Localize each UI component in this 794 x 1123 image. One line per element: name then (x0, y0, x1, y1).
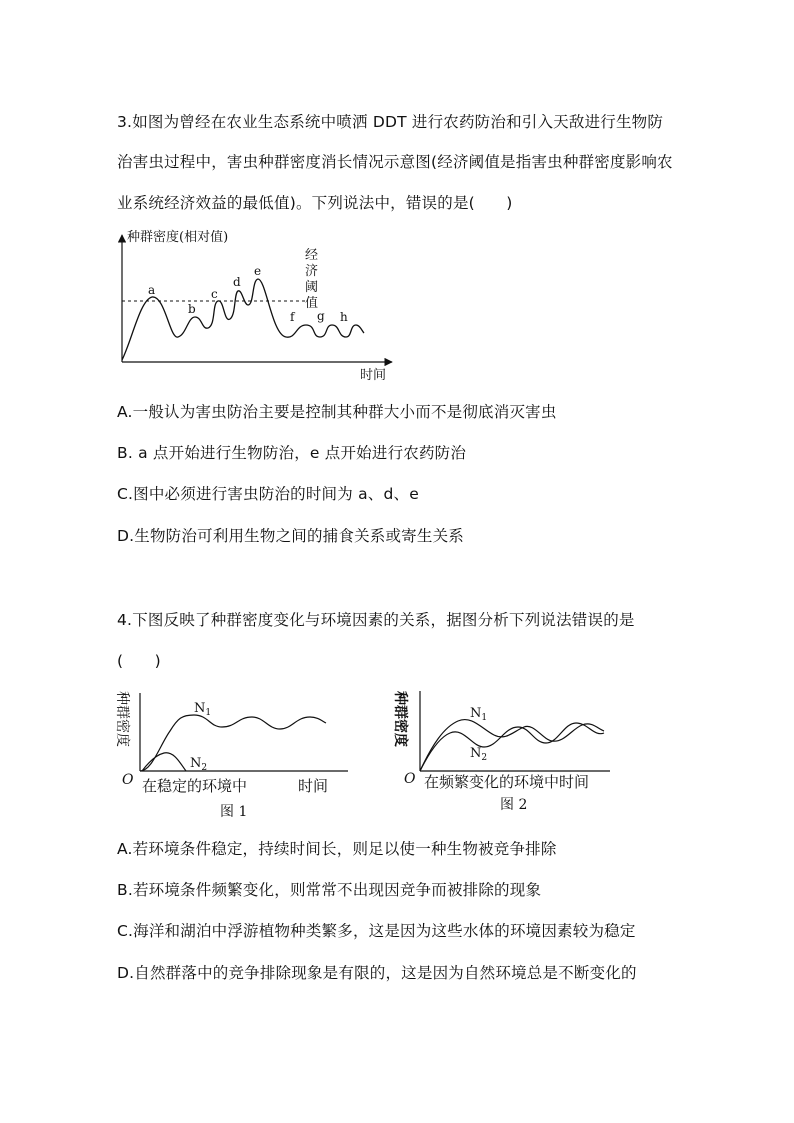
q3-density-curve (122, 279, 364, 360)
q4-fig2-origin: O (404, 771, 416, 787)
q3-point-c: c (211, 287, 218, 301)
q3-stem-line-1: 3.如图为曾经在农业生态系统中喷洒 DDT 进行农药防治和引入天敌进行生物防 (117, 113, 664, 131)
q3-point-f: f (290, 310, 295, 324)
q4-fig1-n1-label: $N_1$ (194, 701, 212, 718)
q4-fig2-n1-curve (420, 723, 604, 771)
q3-option-a: A.一般认为害虫防治主要是控制其种群大小而不是彻底消灭害虫 (117, 403, 557, 421)
q3-threshold-char-3: 阈 (305, 280, 319, 295)
q4-fig2-n2-curve (420, 720, 604, 771)
q4-fig1-xlabel: 在稳定的环境中 (142, 777, 248, 795)
q3-point-e: e (254, 264, 262, 278)
q4-figure-1 (112, 685, 352, 825)
q3-stem-line-3: 业系统经济效益的最低值)。下列说法中，错误的是( ) (117, 194, 513, 212)
q3-option-c: C.图中必须进行害虫防治的时间为 a、d、e (117, 485, 419, 503)
q3-xlabel: 时间 (360, 368, 387, 383)
q3-ylabel: 种群密度(相对值) (127, 230, 229, 245)
q3-stem-line-2: 治害虫过程中，害虫种群密度消长情况示意图(经济阈值是指害虫种群密度影响农 (117, 153, 673, 171)
q3-point-g: g (317, 309, 325, 323)
q4-fig2-xlabel: 在频繁变化的环境中时间 (424, 773, 590, 791)
q3-point-b: b (188, 302, 196, 316)
q4-option-c: C.海洋和湖泊中浮游植物种类繁多，这是因为这些水体的环境因素较为稳定 (117, 922, 636, 940)
q3-option-b: B. a 点开始进行生物防治，e 点开始进行农药防治 (117, 444, 467, 462)
q4-fig1-ylabel: 种群密度 (114, 691, 130, 747)
q4-stem-line-2: ( ) (117, 652, 161, 670)
q4-fig1-n2-label: $N_2$ (190, 756, 208, 773)
q4-fig2-caption: 图 2 (500, 797, 528, 813)
q4-fig2-n1-label: $N_1$ (470, 706, 488, 723)
q3-point-d: d (233, 275, 241, 289)
q4-fig1-xlabel2: 时间 (298, 777, 329, 795)
q3-threshold-char-2: 济 (305, 264, 319, 279)
q3-figure (110, 225, 410, 387)
q4-figure-2 (374, 685, 634, 817)
q3-threshold-char-4: 值 (305, 296, 319, 311)
q4-fig1-n1-curve (140, 715, 326, 771)
q4-stem-line-1: 4.下图反映了种群密度变化与环境因素的关系，据图分析下列说法错误的是 (117, 611, 635, 629)
q4-option-b: B.若环境条件频繁变化，则常常不出现因竞争而被排除的现象 (117, 881, 542, 899)
q3-point-h: h (340, 310, 348, 324)
q3-threshold-char-1: 经 (305, 248, 319, 263)
q4-option-a: A.若环境条件稳定，持续时间长，则足以使一种生物被竞争排除 (117, 840, 557, 858)
q4-fig1-n2-curve (142, 753, 186, 771)
q4-option-d: D.自然群落中的竞争排除现象是有限的，这是因为自然环境总是不断变化的 (117, 964, 637, 982)
q4-fig1-origin: O (122, 772, 134, 788)
q3-option-d: D.生物防治可利用生物之间的捕食关系或寄生关系 (117, 527, 464, 545)
q4-fig2-n2-label: $N_2$ (470, 746, 488, 763)
q4-fig2-ylabel: 种群密度 (392, 691, 408, 747)
q3-point-a: a (148, 283, 156, 297)
q4-fig1-caption: 图 1 (220, 804, 248, 820)
